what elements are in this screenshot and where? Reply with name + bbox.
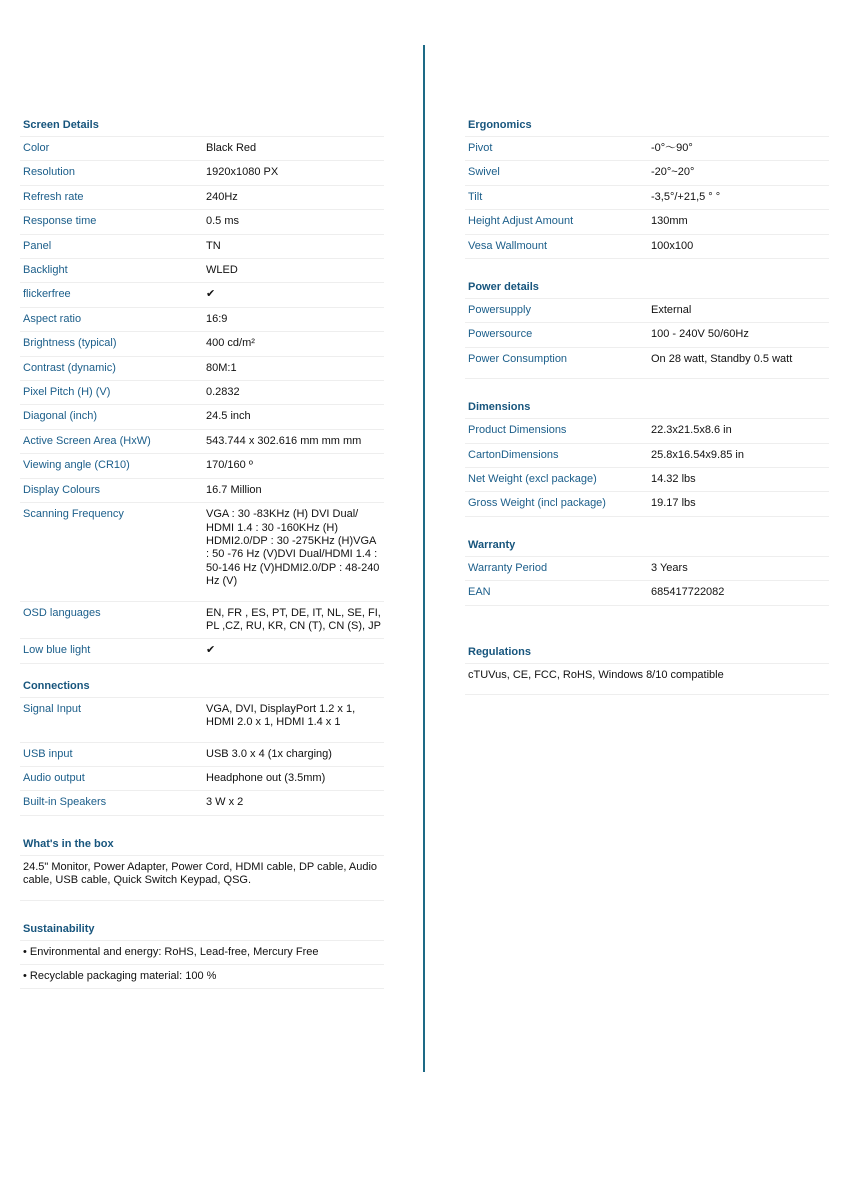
spec-value: 24.5 inch — [206, 410, 251, 423]
spec-row — [465, 186, 829, 210]
spec-label: Tilt — [468, 190, 483, 203]
spec-row — [465, 557, 829, 581]
spec-value: Headphone out (3.5mm) — [206, 771, 326, 784]
spec-value: TN — [206, 239, 221, 252]
spacer — [465, 259, 829, 277]
spec-value: EN, FR , ES, PT, DE, IT, NL, SE, FI, PL ,CZ, RU, KR, CN (T), CN (S), JP — [206, 606, 381, 632]
spec-row — [20, 161, 384, 185]
spec-label: Warranty Period — [468, 561, 548, 574]
spec-row — [465, 161, 829, 185]
spec-label: Contrast (dynamic) — [23, 361, 116, 374]
spec-row — [20, 283, 384, 307]
spec-label: flickerfree — [23, 288, 71, 301]
spec-value: On 28 watt, Standby 0.5 watt — [651, 352, 793, 365]
spec-value: 543.744 x 302.616 mm mm mm — [206, 434, 362, 447]
spec-value: VGA, DVI, DisplayPort 1.2 x 1, HDMI 2.0 x 1, HDMI 1.4 x 1 — [206, 702, 356, 729]
spec-value: 19.17 lbs — [651, 497, 696, 510]
checkmark-icon: ✔ — [206, 288, 216, 301]
spec-row — [20, 210, 384, 234]
spec-label: Powersupply — [468, 304, 531, 317]
spec-value: 685417722082 — [651, 586, 725, 599]
spec-row — [20, 743, 384, 767]
spec-value: External — [651, 304, 692, 317]
spec-value: 22.3x21.5x8.6 in — [651, 424, 732, 437]
spec-row — [465, 468, 829, 492]
spec-value: 170/160 º — [206, 459, 253, 472]
spec-label: Response time — [23, 215, 97, 228]
section-ergonomics — [465, 115, 829, 259]
box-contents: 24.5" Monitor, Power Adapter, Power Cord, HDMI cable, DP cable, Audio cable, USB cable, Quick Switch Keypad, QSG. — [20, 856, 384, 901]
spacer — [465, 379, 829, 397]
spec-row — [465, 492, 829, 516]
spec-label: Scanning Frequency — [23, 508, 124, 521]
spec-row — [20, 259, 384, 283]
spec-value: 130mm — [651, 215, 688, 228]
spec-label: Audio output — [23, 771, 85, 784]
spec-value: 3 Years — [651, 561, 688, 574]
spec-label: Vesa Wallmount — [468, 239, 548, 252]
section-title: Screen Details — [20, 115, 384, 137]
spec-value: 1920x1080 PX — [206, 166, 279, 179]
spec-row — [20, 454, 384, 478]
spec-row — [465, 299, 829, 323]
spec-value: USB 3.0 x 4 (1x charging) — [206, 747, 332, 760]
spec-row — [20, 381, 384, 405]
spec-label: Powersource — [468, 328, 533, 341]
spec-label: Resolution — [23, 166, 75, 179]
spec-label: Display Colours — [23, 483, 101, 496]
spec-row — [20, 308, 384, 332]
spec-label: Panel — [23, 239, 52, 252]
spec-label: Product Dimensions — [468, 424, 567, 437]
spec-label: OSD languages — [23, 606, 101, 619]
spec-row — [465, 137, 829, 161]
section-title: Sustainability — [20, 919, 384, 941]
spec-value: 100x100 — [651, 239, 694, 252]
checkmark-icon: ✔ — [206, 644, 216, 657]
spec-value: 14.32 lbs — [651, 473, 696, 486]
spec-label: Refresh rate — [23, 190, 84, 203]
spec-label: Gross Weight (incl package) — [468, 497, 606, 510]
spec-label: Diagonal (inch) — [23, 410, 97, 423]
section-screen-details — [20, 115, 384, 664]
spec-label: Pixel Pitch (H) (V) — [23, 386, 111, 399]
spec-row — [20, 430, 384, 454]
section-title: What's in the box — [20, 834, 384, 856]
spec-value: 100 - 240V 50/60Hz — [651, 328, 749, 341]
spec-value: 0.2832 — [206, 386, 240, 399]
spec-label: Built-in Speakers — [23, 796, 107, 809]
section-title: Connections — [20, 676, 384, 698]
section-title: Power details — [465, 277, 829, 299]
spec-label: Aspect ratio — [23, 312, 82, 325]
spec-row — [20, 503, 384, 601]
spec-row — [20, 186, 384, 210]
spec-value: 80M:1 — [206, 361, 237, 374]
spec-label: Net Weight (excl package) — [468, 473, 597, 486]
spec-value: -3,5°/+21,5 ° ° — [651, 190, 721, 203]
section-regulations — [465, 642, 829, 695]
spec-label: Swivel — [468, 166, 500, 179]
spec-value: -0°～90° — [651, 142, 693, 154]
spec-label: Signal Input — [23, 702, 82, 715]
left-column — [20, 115, 384, 989]
list-item: • Recyclable packaging material: 100 % — [20, 965, 384, 989]
spec-value: -20°~20° — [651, 166, 695, 179]
spec-row — [465, 323, 829, 347]
spec-label: Backlight — [23, 264, 68, 277]
spec-row — [465, 235, 829, 259]
section-power-details — [465, 277, 829, 379]
section-title: Ergonomics — [465, 115, 829, 137]
spec-label: Height Adjust Amount — [468, 215, 574, 228]
spec-value: 16.7 Million — [206, 483, 262, 496]
spec-row — [20, 137, 384, 161]
section-connections — [20, 676, 384, 816]
spacer — [465, 517, 829, 535]
regulations-text: cTUVus, CE, FCC, RoHS, Windows 8/10 compatible — [465, 664, 829, 695]
spec-value: 25.8x16.54x9.85 in — [651, 448, 744, 461]
spacer — [20, 901, 384, 919]
spec-row — [20, 235, 384, 259]
section-title: Warranty — [465, 535, 829, 557]
spec-label: Viewing angle (CR10) — [23, 459, 130, 472]
spec-row — [20, 791, 384, 815]
spacer — [20, 816, 384, 834]
right-column — [465, 115, 829, 695]
spec-row — [20, 405, 384, 429]
spec-row — [465, 348, 829, 379]
spacer — [20, 664, 384, 676]
section-whats-in-the-box — [20, 834, 384, 901]
spec-label: USB input — [23, 747, 73, 760]
section-warranty — [465, 535, 829, 606]
spec-list — [20, 137, 384, 664]
spec-value: VGA : 30 -83KHz (H) DVI Dual/ HDMI 1.4 : 30 -160KHz (H) HDMI2.0/DP : 30 -275KHz (H)VGA : 50 -76 Hz (V)DVI Dual/HDMI 1.4 : 50-146 Hz (V)HDMI2.0/DP : 48-240 Hz (V) — [206, 508, 380, 588]
spec-value: 16:9 — [206, 312, 228, 325]
spec-row — [20, 479, 384, 503]
spec-row — [20, 639, 384, 663]
spec-value: 400 cd/m² — [206, 337, 255, 350]
section-title: Regulations — [465, 642, 829, 664]
spec-row — [20, 767, 384, 791]
spec-row — [465, 444, 829, 468]
section-title: Dimensions — [465, 397, 829, 419]
spec-row — [465, 581, 829, 605]
spec-label: Color — [23, 142, 50, 154]
spec-label: Low blue light — [23, 644, 91, 657]
spec-row — [20, 602, 384, 640]
spec-label: Brightness (typical) — [23, 337, 117, 350]
spec-value: WLED — [206, 264, 238, 277]
spacer — [465, 606, 829, 624]
spec-value: 3 W x 2 — [206, 796, 244, 809]
spec-row — [20, 698, 384, 743]
list-item: • Environmental and energy: RoHS, Lead-free, Mercury Free — [20, 941, 384, 965]
section-sustainability — [20, 919, 384, 990]
spec-row — [20, 357, 384, 381]
spec-label: EAN — [468, 586, 491, 599]
spec-row — [465, 419, 829, 443]
spec-row — [465, 210, 829, 234]
spec-value: 0.5 ms — [206, 215, 240, 228]
spec-label: Active Screen Area (HxW) — [23, 434, 151, 447]
spec-label: CartonDimensions — [468, 448, 559, 461]
column-divider — [423, 45, 425, 1072]
spec-value: 240Hz — [206, 190, 238, 203]
spec-value: Black Red — [206, 142, 257, 154]
section-dimensions — [465, 397, 829, 517]
spec-row — [20, 332, 384, 356]
spacer — [465, 624, 829, 642]
spec-label: Pivot — [468, 142, 493, 154]
spec-label: Power Consumption — [468, 352, 568, 365]
